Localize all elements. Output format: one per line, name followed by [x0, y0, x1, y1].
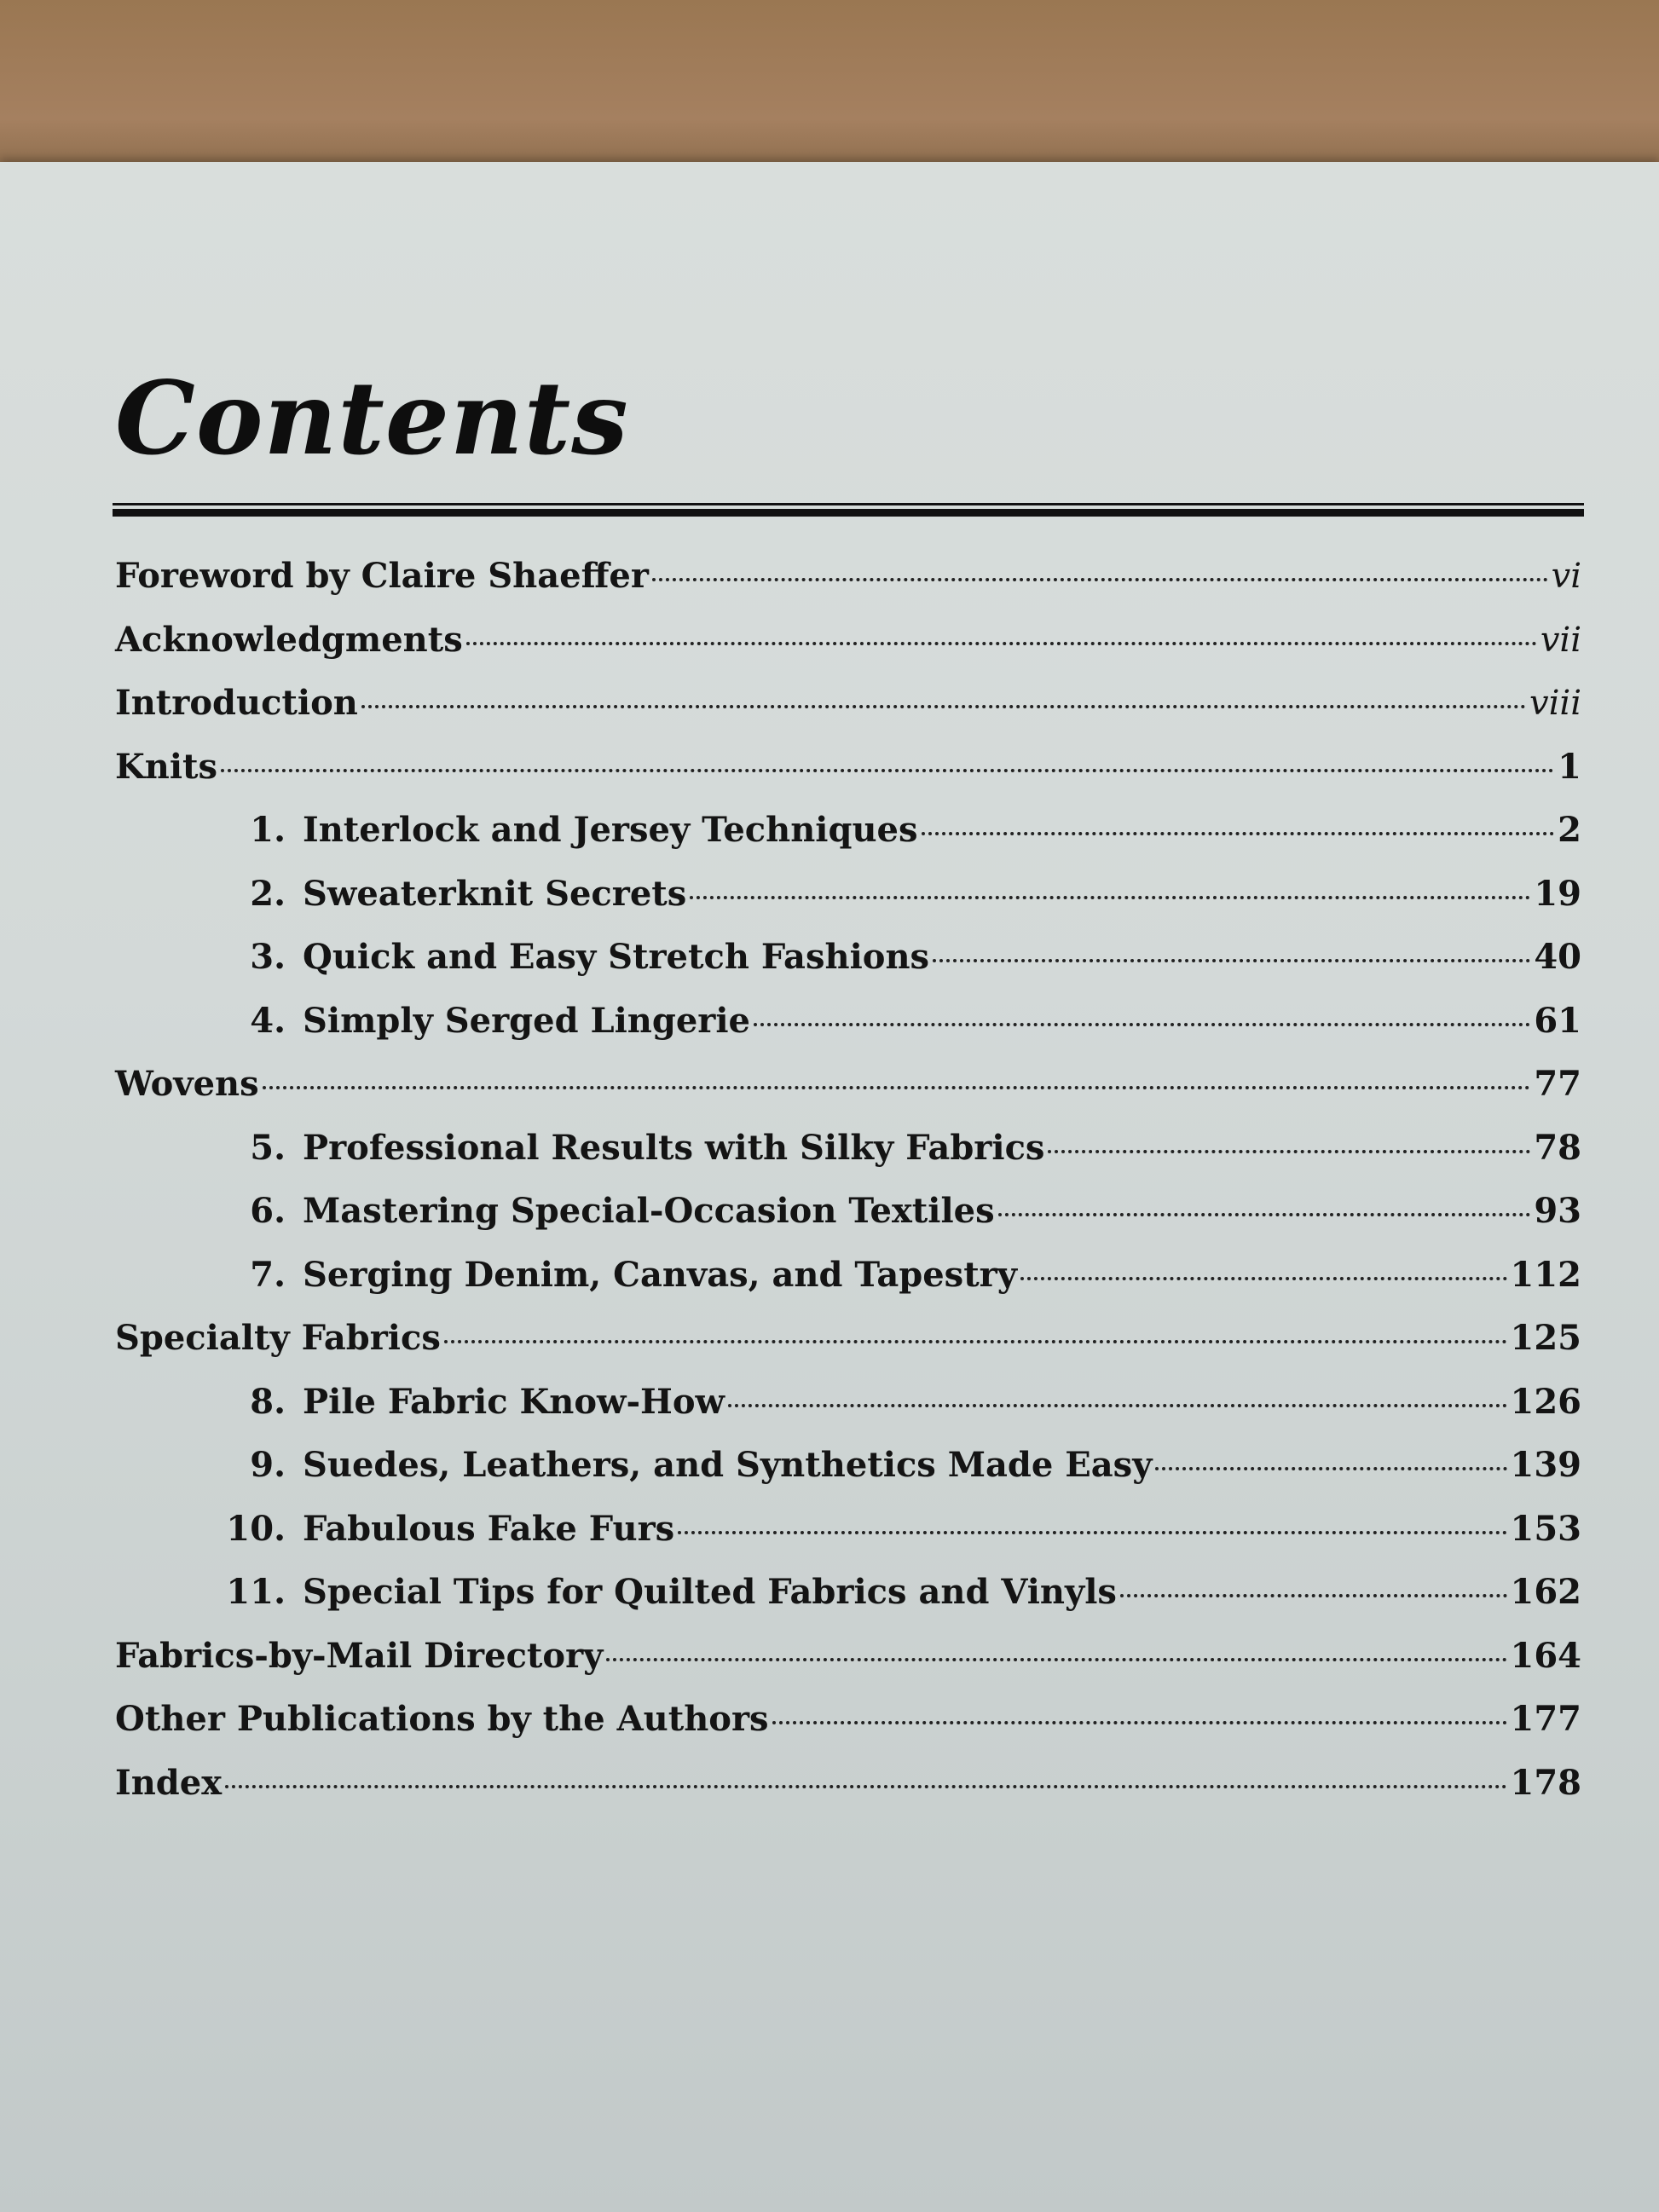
toc-entry-title: Pile Fabric Know-How — [303, 1381, 725, 1422]
toc-chapter-7[interactable] — [115, 1255, 1581, 1319]
toc-entry-title: Mastering Special-Occasion Textiles — [303, 1191, 995, 1231]
toc-section-wovens[interactable] — [115, 1064, 1581, 1128]
dot-leader — [361, 705, 1526, 708]
toc-chapter-1[interactable] — [115, 810, 1581, 874]
toc-entry-page: 77 — [1534, 1064, 1581, 1104]
dot-leader — [1155, 1467, 1506, 1470]
title-rule — [113, 503, 1584, 517]
dot-leader — [728, 1404, 1507, 1407]
dot-leader — [690, 896, 1530, 899]
toc-entry-page: 162 — [1510, 1572, 1581, 1612]
toc-entry-title: Fabrics-by-Mail Directory — [115, 1635, 604, 1676]
toc-chapter-11[interactable] — [115, 1572, 1581, 1636]
dot-leader — [1048, 1150, 1530, 1153]
toc-chapter-6[interactable] — [115, 1191, 1581, 1255]
toc-entry-title: Knits — [115, 746, 218, 787]
toc-entry-page: 61 — [1534, 1000, 1581, 1041]
toc-section-specialty-fabrics[interactable] — [115, 1318, 1581, 1382]
toc-chapter-8[interactable] — [115, 1382, 1581, 1446]
toc-entry-page: 93 — [1534, 1191, 1581, 1231]
rule-thin-line — [113, 503, 1584, 505]
toc-entry-page: 164 — [1510, 1635, 1581, 1676]
toc-entry-title: Suedes, Leathers, and Synthetics Made Easy — [303, 1445, 1153, 1485]
toc-section-knits[interactable] — [115, 747, 1581, 811]
toc-entry-title: Special Tips for Quilted Fabrics and Vinyls — [303, 1572, 1117, 1612]
toc-entry-title: Interlock and Jersey Techniques — [303, 810, 918, 850]
toc-chapter-number: 10. — [226, 1508, 286, 1549]
toc-chapter-10[interactable] — [115, 1509, 1581, 1573]
toc-entry-page: 177 — [1510, 1699, 1581, 1739]
dot-leader — [444, 1340, 1507, 1343]
toc-entry-other-publications[interactable] — [115, 1699, 1581, 1763]
page-title: Contents — [115, 359, 629, 477]
dot-leader — [922, 832, 1555, 835]
toc-chapter-number: 11. — [226, 1572, 286, 1612]
toc-entry-title: Fabulous Fake Furs — [303, 1508, 675, 1549]
dot-leader — [263, 1086, 1531, 1089]
toc-chapter-number: 8. — [250, 1381, 286, 1422]
toc-entry-page: 1 — [1558, 746, 1581, 787]
toc-entry-page: 112 — [1510, 1254, 1581, 1295]
dot-leader — [754, 1023, 1530, 1026]
dot-leader — [606, 1658, 1506, 1661]
toc-entry-foreword[interactable] — [115, 556, 1581, 620]
toc-chapter-9[interactable] — [115, 1445, 1581, 1509]
background-surface — [0, 0, 1659, 170]
toc-chapter-number: 1. — [250, 810, 286, 850]
toc-entry-title: Introduction — [115, 683, 358, 723]
toc-entry-title: Professional Results with Silky Fabrics — [303, 1127, 1045, 1168]
toc-entry-page: 178 — [1510, 1762, 1581, 1803]
toc-chapter-3[interactable] — [115, 937, 1581, 1001]
toc-entry-title: Foreword by Claire Shaeffer — [115, 556, 649, 596]
dot-leader — [772, 1721, 1507, 1724]
book-page — [0, 162, 1659, 2212]
toc-chapter-4[interactable] — [115, 1001, 1581, 1065]
dot-leader — [225, 1785, 1506, 1788]
toc-entry-page: 153 — [1510, 1508, 1581, 1549]
dot-leader — [221, 769, 1554, 772]
toc-entry-title: Specialty Fabrics — [115, 1318, 441, 1358]
toc-entry-acknowledgments[interactable] — [115, 620, 1581, 684]
toc-chapter-2[interactable] — [115, 874, 1581, 938]
toc-entry-title: Serging Denim, Canvas, and Tapestry — [303, 1254, 1017, 1295]
toc-entry-title: Acknowledgments — [115, 619, 463, 660]
toc-entry-page: 139 — [1510, 1445, 1581, 1485]
toc-entry-page: 125 — [1510, 1318, 1581, 1358]
toc-entry-introduction[interactable] — [115, 683, 1581, 747]
toc-entry-fabrics-by-mail[interactable] — [115, 1636, 1581, 1700]
toc-entry-index[interactable] — [115, 1763, 1581, 1827]
toc-entry-title: Simply Serged Lingerie — [303, 1000, 750, 1041]
dot-leader — [1020, 1277, 1507, 1280]
table-of-contents — [115, 556, 1581, 1826]
dot-leader — [998, 1213, 1531, 1216]
toc-chapter-number: 7. — [250, 1254, 286, 1295]
toc-chapter-number: 9. — [250, 1445, 286, 1485]
toc-entry-title: Other Publications by the Authors — [115, 1699, 769, 1739]
dot-leader — [652, 578, 1548, 581]
toc-entry-title: Quick and Easy Stretch Fashions — [303, 937, 930, 977]
toc-entry-page: viii — [1529, 684, 1581, 723]
toc-entry-page: 19 — [1534, 873, 1581, 914]
dot-leader — [466, 642, 1537, 645]
toc-entry-page: vi — [1551, 557, 1581, 596]
toc-entry-page: 78 — [1534, 1127, 1581, 1168]
toc-chapter-number: 4. — [250, 1000, 286, 1041]
toc-chapter-number: 3. — [250, 937, 286, 977]
toc-entry-page: 2 — [1558, 810, 1581, 850]
toc-entry-page: 40 — [1534, 937, 1581, 977]
toc-entry-title: Sweaterknit Secrets — [303, 873, 687, 914]
toc-entry-page: vii — [1540, 620, 1581, 660]
dot-leader — [678, 1531, 1506, 1534]
dot-leader — [933, 959, 1530, 962]
rule-thick-line — [113, 509, 1584, 517]
toc-chapter-number: 5. — [250, 1127, 286, 1168]
toc-chapter-5[interactable] — [115, 1128, 1581, 1192]
toc-entry-page: 126 — [1510, 1381, 1581, 1422]
toc-chapter-number: 2. — [250, 873, 286, 914]
toc-chapter-number: 6. — [250, 1191, 286, 1231]
dot-leader — [1120, 1594, 1507, 1597]
toc-entry-title: Wovens — [115, 1064, 259, 1104]
toc-entry-title: Index — [115, 1762, 223, 1803]
